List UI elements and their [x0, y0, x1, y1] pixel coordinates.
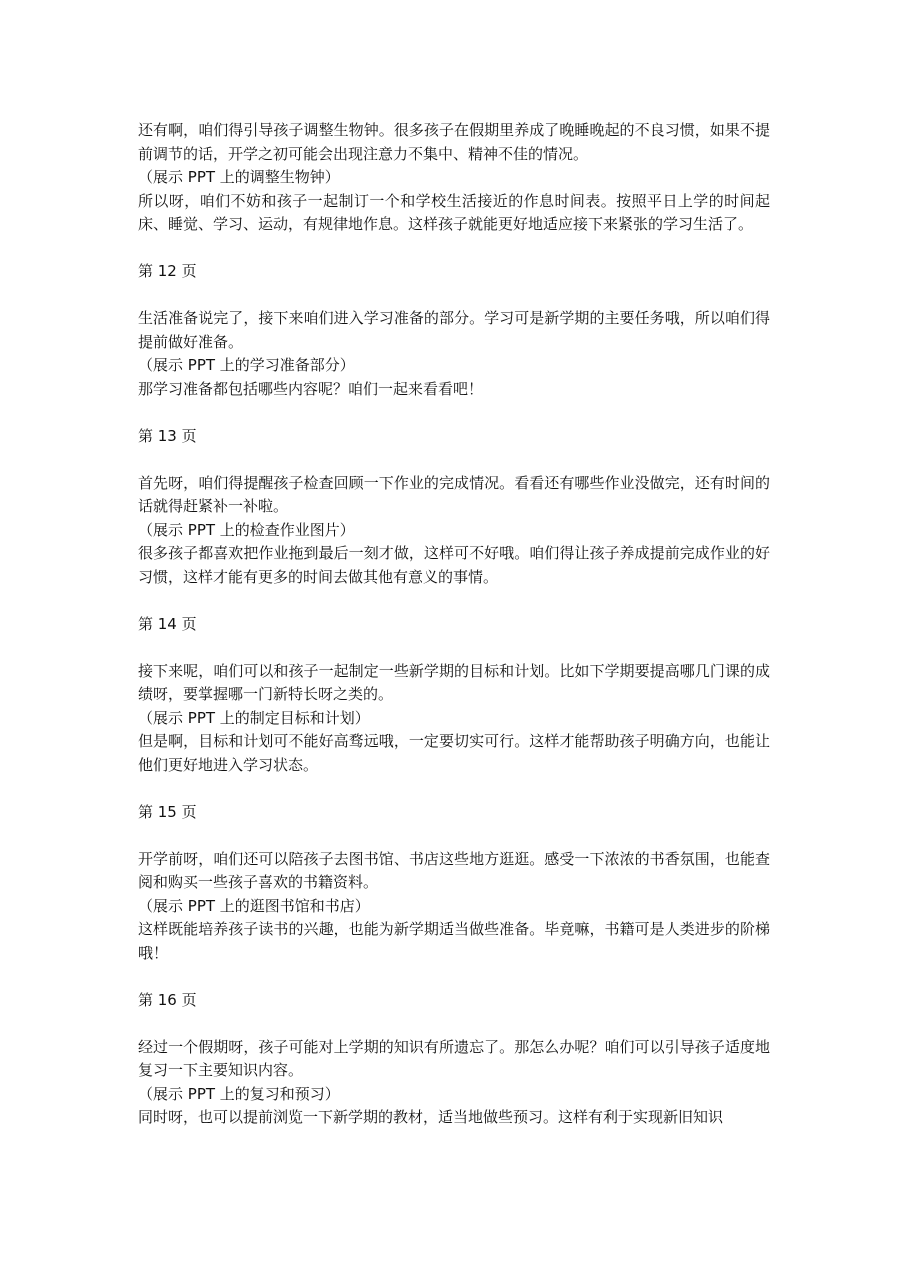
- blank-line: [138, 636, 770, 660]
- paragraph: 很多孩子都喜欢把作业拖到最后一刻才做，这样可不好哦。咱们得让孩子养成提前完成作业的好习惯，这样才能有更多的时间去做其他有意义的事情。: [138, 544, 770, 586]
- page-number-heading: 第 12 页: [138, 262, 197, 280]
- paragraph: （展示 PPT 上的逛图书馆和书店）: [138, 896, 370, 915]
- paragraph: （展示 PPT 上的复习和预习）: [138, 1084, 340, 1103]
- page-number-heading: 第 14 页: [138, 614, 197, 633]
- page-number-heading: 第 16 页: [138, 990, 197, 1009]
- document-body: [138, 119, 770, 1130]
- paragraph: （展示 PPT 上的学习准备部分）: [138, 356, 355, 374]
- paragraph: （展示 PPT 上的制定目标和计划）: [138, 708, 370, 727]
- paragraph: 还有啊，咱们得引导孩子调整生物钟。很多孩子在假期里养成了晚睡晚起的不良习惯，如果不提前调节的话，开学之初可能会出现注意力不集中、精神不佳的情况。: [138, 121, 770, 163]
- paragraph: 生活准备说完了，接下来咱们进入学习准备的部分。学习可是新学期的主要任务哦，所以咱们得提前做好准备。: [138, 309, 770, 351]
- paragraph: 开学前呀，咱们还可以陪孩子去图书馆、书店这些地方逛逛。感受一下浓浓的书香氛围，也能查阅和购买一些孩子喜欢的书籍资料。: [138, 849, 770, 891]
- paragraph: 这样既能培养孩子读书的兴趣，也能为新学期适当做些准备。毕竟嘛，书籍可是人类进步的阶梯哦！: [138, 920, 770, 962]
- page-number-heading: 第 13 页: [138, 426, 197, 445]
- blank-line: [138, 589, 770, 613]
- blank-line: [138, 824, 770, 848]
- paragraph: 经过一个假期呀，孩子可能对上学期的知识有所遗忘了。那怎么办呢？咱们可以引导孩子适度地复习一下主要知识内容。: [138, 1037, 770, 1079]
- paragraph: 同时呀，也可以提前浏览一下新学期的教材，适当地做些预习。这样有利于实现新旧知识: [138, 1108, 724, 1126]
- page-number-heading: 第 15 页: [138, 802, 197, 821]
- blank-line: [138, 284, 770, 308]
- blank-line: [138, 448, 770, 472]
- paragraph: （展示 PPT 上的检查作业图片）: [138, 520, 355, 539]
- paragraph: （展示 PPT 上的调整生物钟）: [138, 168, 340, 186]
- blank-line: [138, 965, 770, 989]
- paragraph: 那学习准备都包括哪些内容呢？咱们一起来看看吧！: [138, 379, 484, 398]
- paragraph: 接下来呢，咱们可以和孩子一起制定一些新学期的目标和计划。比如下学期要提高哪几门课的成绩呀，要掌握哪一门新特长呀之类的。: [138, 661, 770, 703]
- blank-line: [138, 1012, 770, 1036]
- paragraph: 但是啊，目标和计划可不能好高骛远哦，一定要切实可行。这样才能帮助孩子明确方向，也能让他们更好地进入学习状态。: [138, 732, 770, 774]
- blank-line: [138, 237, 770, 261]
- blank-line: [138, 777, 770, 801]
- paragraph: 首先呀，咱们得提醒孩子检查回顾一下作业的完成情况。看看还有哪些作业没做完，还有时间的话就得赶紧补一补啦。: [138, 473, 770, 515]
- paragraph: 所以呀，咱们不妨和孩子一起制订一个和学校生活接近的作息时间表。按照平日上学的时间起床、睡觉、学习、运动，有规律地作息。这样孩子就能更好地适应接下来紧张的学习生活了。: [138, 191, 770, 233]
- blank-line: [138, 401, 770, 425]
